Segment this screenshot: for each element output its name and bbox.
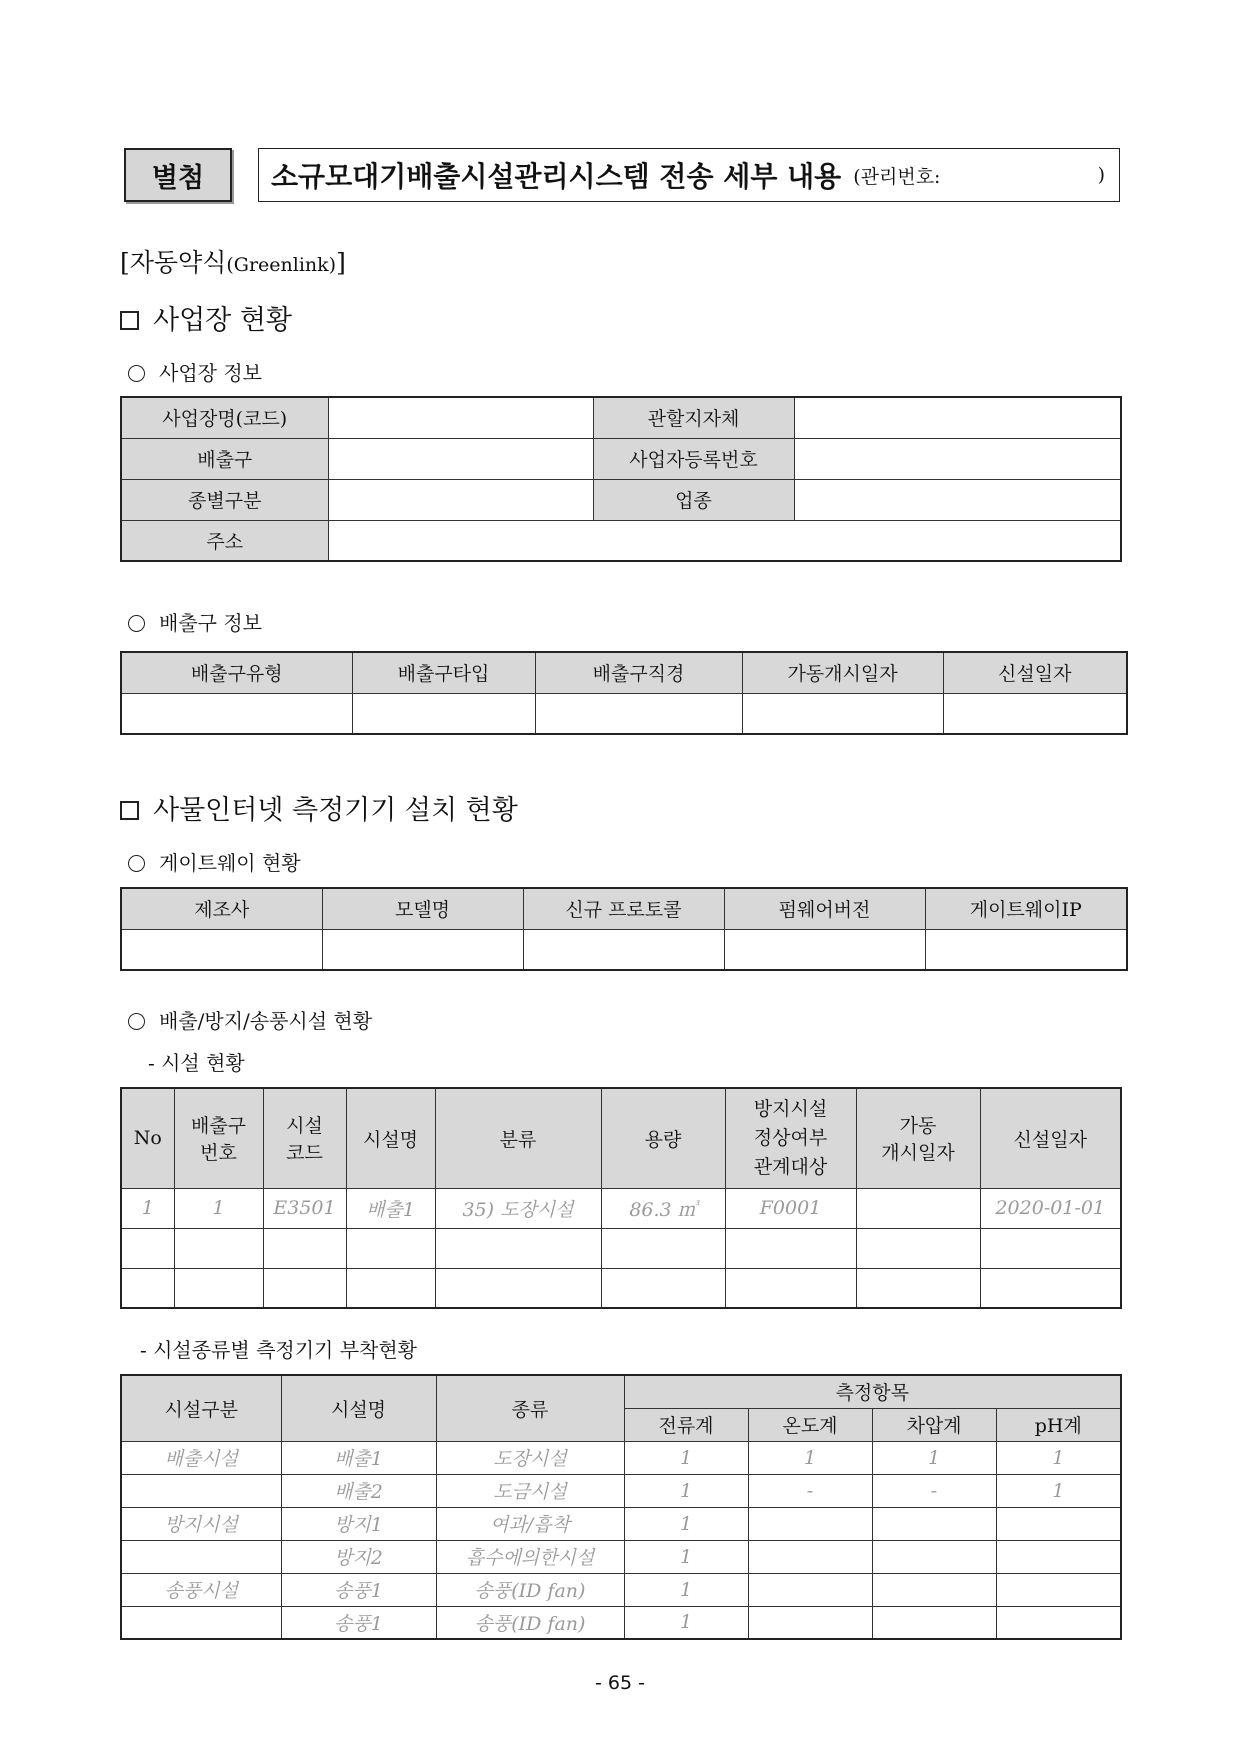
table-row (121, 520, 1121, 561)
table-cell (943, 693, 1127, 734)
table-cell: 도장시설 (436, 1441, 624, 1474)
header-line: 가동 (899, 1115, 937, 1138)
site-info-table (120, 396, 1122, 562)
meter-table (120, 1374, 1122, 1640)
table-cell (535, 693, 742, 734)
column-header-ph-meter: pH계 (996, 1408, 1121, 1441)
table-cell (872, 1606, 996, 1639)
table-cell (996, 1507, 1121, 1540)
table-row (121, 1188, 1121, 1228)
table-cell (601, 1268, 725, 1308)
table-cell (748, 1573, 872, 1606)
table-cell: 배출2 (281, 1474, 436, 1507)
page-number: - 65 - (595, 1672, 645, 1694)
column-header-outlet-no (174, 1088, 263, 1188)
table-cell (724, 929, 925, 970)
header-line: 개시일자 (881, 1142, 955, 1165)
table-cell (346, 1228, 435, 1268)
circle-bullet-icon (128, 855, 145, 872)
subsection-title: 사업장 정보 (159, 361, 262, 385)
table-cell: 송풍(ID fan) (436, 1606, 624, 1639)
table-cell: E3501 (263, 1188, 346, 1228)
table-cell: 방지2 (281, 1540, 436, 1573)
table-cell (742, 693, 943, 734)
table-cell (925, 929, 1127, 970)
outlet-info-table (120, 651, 1128, 735)
management-number-close: ) (1097, 164, 1105, 186)
class-label: 종별구분 (121, 479, 328, 520)
subsection-gateway (128, 847, 301, 876)
table-header-row (121, 1088, 1121, 1188)
table-cell (174, 1228, 263, 1268)
table-cell (263, 1268, 346, 1308)
table-cell (435, 1268, 601, 1308)
table-row (121, 397, 1121, 438)
column-header-facility-type: 시설구분 (121, 1375, 281, 1441)
table-row (121, 1606, 1121, 1639)
table-cell (601, 1228, 725, 1268)
industry-value (794, 479, 1121, 520)
business-reg-label: 사업자등록번호 (593, 438, 794, 479)
column-header-kind: 종류 (436, 1375, 624, 1441)
table-cell (263, 1228, 346, 1268)
column-header-facility-name: 시설명 (346, 1088, 435, 1188)
section-heading: 사업장 현황 (153, 305, 292, 336)
table-cell (856, 1228, 980, 1268)
column-header: 모델명 (322, 888, 523, 929)
table-header-row (121, 652, 1127, 693)
column-header: 펌웨어버전 (724, 888, 925, 929)
table-row (121, 1540, 1121, 1573)
column-header: 배출구직경 (535, 652, 742, 693)
subsection-site-info (128, 357, 262, 386)
table-cell (725, 1268, 856, 1308)
table-row (121, 1228, 1121, 1268)
table-cell: 1 (121, 1188, 174, 1228)
facility-status-label: - 시설 현황 (148, 1051, 245, 1075)
table-cell (121, 1474, 281, 1507)
table-cell: 1 (624, 1507, 748, 1540)
table-cell: 송풍시설 (121, 1573, 281, 1606)
gateway-table (120, 887, 1128, 971)
column-header-measure-items: 측정항목 (624, 1375, 1121, 1408)
table-cell: 1 (748, 1441, 872, 1474)
table-cell (121, 929, 322, 970)
table-cell (980, 1268, 1121, 1308)
table-cell: 1 (996, 1441, 1121, 1474)
column-header-ammeter: 전류계 (624, 1408, 748, 1441)
facility-table (120, 1087, 1122, 1309)
type-label-english: (Greenlink) (226, 254, 337, 276)
circle-bullet-icon (128, 365, 145, 382)
table-cell (121, 1268, 174, 1308)
table-header-row (121, 1375, 1121, 1408)
address-label: 주소 (121, 520, 328, 561)
table-cell (748, 1606, 872, 1639)
checkbox-square-icon (120, 801, 139, 820)
table-row (121, 438, 1121, 479)
table-cell: 배출시설 (121, 1441, 281, 1474)
table-cell: 1 (624, 1441, 748, 1474)
table-cell (996, 1606, 1121, 1639)
title-text: 소규모대기배출시설관리시스템 전송 세부 내용 (271, 160, 842, 193)
table-cell: 배출1 (346, 1188, 435, 1228)
section-heading: 사물인터넷 측정기기 설치 현황 (153, 795, 518, 826)
column-header-diff-pressure: 차압계 (872, 1408, 996, 1441)
column-header-start-date (856, 1088, 980, 1188)
table-cell (980, 1228, 1121, 1268)
table-row (121, 479, 1121, 520)
column-header: 신규 프로토콜 (523, 888, 724, 929)
table-cell (174, 1268, 263, 1308)
table-cell (322, 929, 523, 970)
column-header: 제조사 (121, 888, 322, 929)
table-row (121, 1268, 1121, 1308)
table-cell (872, 1507, 996, 1540)
subsection-title: 배출구 정보 (159, 611, 262, 635)
table-cell: 1 (996, 1474, 1121, 1507)
table-cell: 86.3 ㎥ (601, 1188, 725, 1228)
column-header: 배출구타입 (352, 652, 535, 693)
table-cell: 배출1 (281, 1441, 436, 1474)
meter-status-label: - 시설종류별 측정기기 부착현황 (140, 1338, 417, 1362)
table-cell: 1 (624, 1540, 748, 1573)
table-row (121, 929, 1127, 970)
table-cell: 여과/흡착 (436, 1507, 624, 1540)
column-header-no: No (121, 1088, 174, 1188)
table-cell: 송풍1 (281, 1573, 436, 1606)
table-cell: - (872, 1474, 996, 1507)
table-cell: - (748, 1474, 872, 1507)
table-cell: 방지1 (281, 1507, 436, 1540)
table-row (121, 1474, 1121, 1507)
column-header-facility-code (263, 1088, 346, 1188)
table-cell: 방지시설 (121, 1507, 281, 1540)
column-header: 신설일자 (943, 652, 1127, 693)
table-cell (121, 1540, 281, 1573)
column-header: 가동개시일자 (742, 652, 943, 693)
address-value (328, 520, 1121, 561)
section-iot-status (120, 788, 518, 827)
table-cell: 1 (624, 1573, 748, 1606)
table-row (121, 1573, 1121, 1606)
table-cell: 도금시설 (436, 1474, 624, 1507)
table-cell (121, 693, 352, 734)
header-line: 번호 (200, 1142, 237, 1165)
table-cell (856, 1268, 980, 1308)
jurisdiction-label: 관할지자체 (593, 397, 794, 438)
column-header-capacity: 용량 (601, 1088, 725, 1188)
outlet-value (328, 438, 593, 479)
table-row (121, 1441, 1121, 1474)
subsection-outlet-info (128, 607, 262, 636)
table-cell: 송풍(ID fan) (436, 1573, 624, 1606)
subsection-title: 게이트웨이 현황 (159, 851, 301, 875)
table-header-row (121, 888, 1127, 929)
table-cell: 1 (624, 1606, 748, 1639)
column-header-category: 분류 (435, 1088, 601, 1188)
circle-bullet-icon (128, 615, 145, 632)
section-site-status (120, 298, 292, 337)
jurisdiction-value (794, 397, 1121, 438)
table-cell (346, 1268, 435, 1308)
table-cell (352, 693, 535, 734)
table-cell (121, 1606, 281, 1639)
table-cell: F0001 (725, 1188, 856, 1228)
table-cell: 송풍1 (281, 1606, 436, 1639)
type-label-close: ] (336, 248, 346, 277)
document-title (258, 148, 1120, 202)
table-cell: 흡수에의한시설 (436, 1540, 624, 1573)
table-cell (872, 1573, 996, 1606)
table-cell: 1 (872, 1441, 996, 1474)
table-cell: 2020-01-01 (980, 1188, 1121, 1228)
column-header-thermometer: 온도계 (748, 1408, 872, 1441)
column-header-install-date: 신설일자 (980, 1088, 1121, 1188)
type-label-korean: [자동약식 (120, 248, 227, 277)
class-value (328, 479, 593, 520)
table-cell (872, 1540, 996, 1573)
table-cell (996, 1573, 1121, 1606)
table-cell (725, 1228, 856, 1268)
subsection-title: 배출/방지/송풍시설 현황 (159, 1009, 373, 1033)
table-cell (523, 929, 724, 970)
table-cell (121, 1228, 174, 1268)
table-row (121, 693, 1127, 734)
subsection-facility (128, 1005, 372, 1034)
column-header: 게이트웨이IP (925, 888, 1127, 929)
checkbox-square-icon (120, 311, 139, 330)
industry-label: 업종 (593, 479, 794, 520)
table-cell (748, 1540, 872, 1573)
header-line: 배출구 (190, 1115, 247, 1138)
header-line: 방지시설 (753, 1097, 828, 1120)
table-cell: 1 (174, 1188, 263, 1228)
table-cell (856, 1188, 980, 1228)
table-cell: 1 (624, 1474, 748, 1507)
header-line: 관계대상 (753, 1155, 828, 1178)
table-cell (996, 1540, 1121, 1573)
type-label (120, 243, 346, 279)
table-row (121, 1507, 1121, 1540)
circle-bullet-icon (128, 1013, 145, 1030)
attachment-badge: 별첨 (124, 148, 232, 202)
management-number-label: (관리번호: (853, 165, 941, 188)
column-header-facility-name: 시설명 (281, 1375, 436, 1441)
header-line: 코드 (286, 1142, 323, 1165)
header-line: 시설 (286, 1115, 323, 1138)
table-cell (748, 1507, 872, 1540)
business-reg-value (794, 438, 1121, 479)
column-header-prevention (725, 1088, 856, 1188)
column-header: 배출구유형 (121, 652, 352, 693)
site-name-value (328, 397, 593, 438)
table-cell: 35) 도장시설 (435, 1188, 601, 1228)
outlet-label: 배출구 (121, 438, 328, 479)
site-name-label: 사업장명(코드) (121, 397, 328, 438)
table-cell (435, 1228, 601, 1268)
header-line: 정상여부 (753, 1126, 828, 1149)
